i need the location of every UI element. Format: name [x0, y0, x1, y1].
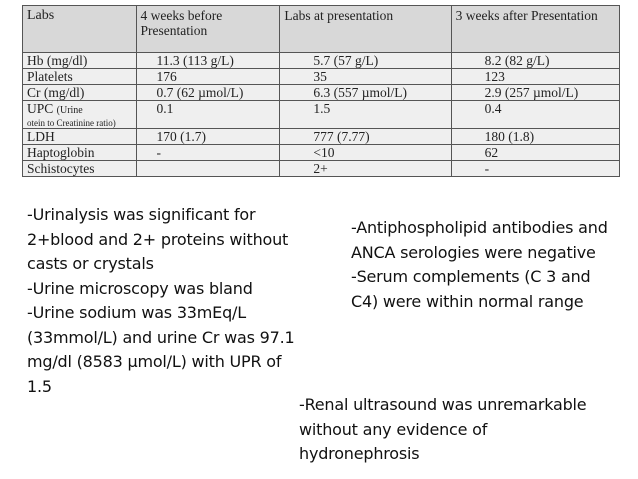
cell-before: 176: [136, 69, 280, 85]
lab-table-container: [22, 5, 620, 177]
table-row: [23, 161, 620, 177]
row-label: Hb (mg/dl): [23, 53, 137, 69]
cell-at: 777 (7.77): [280, 129, 451, 145]
note-microscopy: -Urine microscopy was bland: [27, 278, 253, 298]
cell-after: 180 (1.8): [451, 129, 619, 145]
cell-before: [136, 161, 280, 177]
cell-before: 0.7 (62 µmol/L): [136, 85, 280, 101]
table-row: [23, 69, 620, 85]
row-label: Platelets: [23, 69, 137, 85]
lab-results-table: [22, 5, 620, 177]
cell-at: 35: [280, 69, 451, 85]
cell-before: 11.3 (113 g/L): [136, 53, 280, 69]
row-label-upc: [23, 101, 137, 129]
header-3-weeks-after: 3 weeks after Presentation: [451, 6, 619, 53]
row-label-sub: otein to Creatinine ratio): [27, 118, 116, 128]
table-row: [23, 101, 620, 129]
note-renal-ultrasound: -Renal ultrasound was unremarkable without any evidence of hydronephrosis: [299, 395, 587, 463]
cell-after: -: [451, 161, 619, 177]
row-label: Haptoglobin: [23, 145, 137, 161]
cell-after: 123: [451, 69, 619, 85]
left-notes: [27, 203, 297, 399]
cell-after: 62: [451, 145, 619, 161]
header-at-presentation: Labs at presentation: [280, 6, 451, 53]
table-row: [23, 53, 620, 69]
note-complements: -Serum complements (C 3 and C4) were within normal range: [351, 267, 591, 311]
cell-at: <10: [280, 145, 451, 161]
bottom-notes: [299, 393, 599, 467]
cell-after: 8.2 (82 g/L): [451, 53, 619, 69]
cell-before: 0.1: [136, 101, 280, 129]
cell-before: -: [136, 145, 280, 161]
row-label: UPC: [27, 101, 54, 116]
note-urine-sodium: -Urine sodium was 33mEq/L (33mmol/L) and urine Cr was 97.1 mg/dl (8583 µmol/L) with UPR of 1.5: [27, 303, 295, 396]
row-label-inline-sub: (Urine: [56, 105, 83, 116]
cell-at: 1.5: [280, 101, 451, 129]
right-notes: [351, 216, 613, 314]
cell-after: 0.4: [451, 101, 619, 129]
table-row: [23, 85, 620, 101]
row-label: Cr (mg/dl): [23, 85, 137, 101]
table-header-row: [23, 6, 620, 53]
note-urinalysis: -Urinalysis was significant for 2+blood and 2+ proteins without casts or crystals: [27, 205, 289, 273]
header-labs: Labs: [23, 6, 137, 53]
table-row: [23, 129, 620, 145]
cell-after: 2.9 (257 µmol/L): [451, 85, 619, 101]
note-antibodies: -Antiphospholipid antibodies and ANCA serologies were negative: [351, 218, 608, 262]
row-label: LDH: [23, 129, 137, 145]
table-row: [23, 145, 620, 161]
cell-at: 2+: [280, 161, 451, 177]
cell-at: 6.3 (557 µmol/L): [280, 85, 451, 101]
header-4-weeks-before: 4 weeks before Presentation: [136, 6, 280, 53]
cell-at: 5.7 (57 g/L): [280, 53, 451, 69]
cell-before: 170 (1.7): [136, 129, 280, 145]
row-label: Schistocytes: [23, 161, 137, 177]
